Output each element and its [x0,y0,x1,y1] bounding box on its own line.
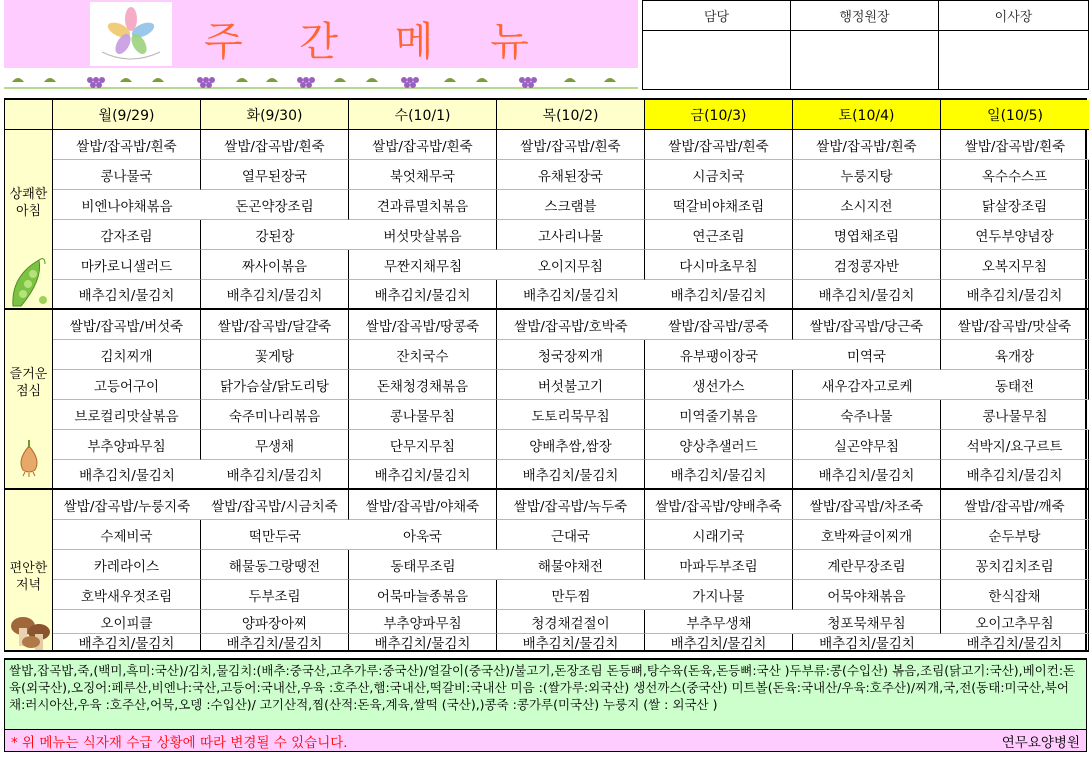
menu-cell: 카레라이스 [53,550,201,580]
menu-cell: 육개장 [941,340,1089,370]
menu-cell: 닭가슴살/닭도리탕 [201,370,349,400]
menu-cell: 배추김치/물김치 [793,460,941,490]
menu-cell: 쌀밥/잡곡밥/버섯죽 [53,310,201,340]
menu-cell: 쌀밥/잡곡밥/양배추죽 [645,490,793,520]
menu-cell: 근대국 [497,520,645,550]
menu-cell: 생선가스 [645,370,793,400]
day-header: 화(9/30) [201,100,349,130]
footer-bar [4,730,1087,752]
menu-cell: 부추양파무침 [53,430,201,460]
pea-pod-icon [9,254,49,310]
menu-cell: 유부팽이장국 [645,340,793,370]
menu-cell: 해물야채전 [497,550,645,580]
day-header: 일(10/5) [941,100,1089,130]
menu-cell: 오이피클 [53,610,201,634]
menu-cell: 꽁치김치조림 [941,550,1089,580]
menu-cell: 콩나물무침 [349,400,497,430]
menu-cell: 계란무장조림 [793,550,941,580]
menu-cell: 콩나물무침 [941,400,1089,430]
menu-cell: 쌀밥/잡곡밥/호박죽 [497,310,645,340]
approval-label-staff: 담당 [643,1,791,31]
day-header: 목(10/2) [497,100,645,130]
menu-cell: 배추김치/물김치 [53,460,201,490]
menu-cell: 석박지/요구르트 [941,430,1089,460]
menu-cell: 배추김치/물김치 [941,634,1089,652]
meal-label-line: 아침 [15,204,42,219]
menu-cell: 쌀밥/잡곡밥/흰죽 [53,130,201,160]
menu-cell: 쌀밥/잡곡밥/흰죽 [793,130,941,160]
menu-cell: 미역줄기볶음 [645,400,793,430]
menu-cell: 쌀밥/잡곡밥/맛살죽 [941,310,1089,340]
menu-cell: 배추김치/물김치 [349,460,497,490]
menu-cell: 순두부탕 [941,520,1089,550]
menu-cell: 배추김치/물김치 [941,280,1089,310]
menu-cell: 떡갈비야채조림 [645,190,793,220]
menu-cell: 닭살장조림 [941,190,1089,220]
menu-cell: 부추무생채 [645,610,793,634]
menu-cell: 짜사이볶음 [201,250,349,280]
hospital-logo [90,2,172,66]
menu-cell: 명엽채조림 [793,220,941,250]
day-header: 수(10/1) [349,100,497,130]
menu-cell: 쌀밥/잡곡밥/누룽지죽 [53,490,201,520]
menu-cell: 실곤약무침 [793,430,941,460]
menu-cell: 양파장아찌 [201,610,349,634]
table-corner [5,100,53,130]
menu-cell: 연두부양념장 [941,220,1089,250]
approval-sign-staff [643,31,791,89]
menu-cell: 옥수수스프 [941,160,1089,190]
hospital-name: 연무요양병원 [1001,734,1080,751]
meal-label [5,490,53,652]
menu-cell: 수제비국 [53,520,201,550]
ingredient-origin-info: 쌀밥,잡곡밥,죽,(백미,흑미:국산)/김치,물김치:(배추:중국산,고추가루:중국산)/얼갈이(중국산)/불고기,돈장조림 돈등뼈,탕수육(돈육,돈등뼈:국산 )두부류:콩(수입산) 볶음,조림(닭고기:국산),베이컨:돈육(외국산),오징어:페루산,비엔나:국산,고등어:국내산,우육 :호주산,햄:국내산,떡갈비:국내산 미음 :(쌀가루:외국산) 생선까스(중국산) 미트볼(돈육:국내산/우육:호주산)/찌개,국,전(동태:미국산,북어채:러시아산,우육 :호주산,어묵,오뎅 :수입산)/ 고기산적,찜(산적:돈육,계육,쌀떡 (국산),)콩죽 :콩가루(미국산) 누룽지 (쌀 : 외국산 ) [4,658,1087,730]
menu-cell: 가지나물 [645,580,793,610]
menu-cell: 다시마초무침 [645,250,793,280]
menu-cell: 쌀밥/잡곡밥/땅콩죽 [349,310,497,340]
menu-cell: 쌀밥/잡곡밥/녹두죽 [497,490,645,520]
menu-cell: 쌀밥/잡곡밥/흰죽 [201,130,349,160]
menu-cell: 배추김치/물김치 [201,460,349,490]
menu-cell: 쌀밥/잡곡밥/흰죽 [497,130,645,160]
approval-label-director: 행정원장 [791,1,939,31]
menu-cell: 쌀밥/잡곡밥/깨죽 [941,490,1089,520]
menu-cell: 청경채겉절이 [497,610,645,634]
menu-cell: 브로컬리맛살볶음 [53,400,201,430]
menu-cell: 열무된장국 [201,160,349,190]
menu-cell: 동태무조림 [349,550,497,580]
mushroom-icon [9,608,53,652]
menu-cell: 배추김치/물김치 [201,280,349,310]
menu-cell: 시금치국 [645,160,793,190]
meal-label [5,310,53,490]
menu-cell: 고등어구이 [53,370,201,400]
menu-cell: 호박새우젓조림 [53,580,201,610]
menu-cell: 버섯맛살볶음 [349,220,497,250]
menu-cell: 쌀밥/잡곡밥/당근죽 [793,310,941,340]
menu-cell: 쌀밥/잡곡밥/흰죽 [349,130,497,160]
menu-cell: 배추김치/물김치 [645,280,793,310]
menu-cell: 두부조림 [201,580,349,610]
menu-cell: 돈곤약장조림 [201,190,349,220]
menu-cell: 한식잡채 [941,580,1089,610]
menu-cell: 오이고추무침 [941,610,1089,634]
day-header: 금(10/3) [645,100,793,130]
menu-cell: 감자조림 [53,220,201,250]
menu-cell: 배추김치/물김치 [497,460,645,490]
approval-signature-box [642,0,1089,90]
menu-cell: 쌀밥/잡곡밥/콩죽 [645,310,793,340]
menu-cell: 무짠지채무침 [349,250,497,280]
menu-cell: 청국장찌개 [497,340,645,370]
menu-cell: 꽃게탕 [201,340,349,370]
menu-cell: 양상추샐러드 [645,430,793,460]
menu-cell: 누룽지탕 [793,160,941,190]
meal-label-line: 점심 [15,384,42,399]
menu-cell: 배추김치/물김치 [349,280,497,310]
page-title: 주 간 메 뉴 [204,19,551,65]
menu-cell: 콩나물국 [53,160,201,190]
menu-cell: 시래기국 [645,520,793,550]
menu-cell: 만두찜 [497,580,645,610]
menu-cell: 김치찌개 [53,340,201,370]
menu-cell: 북엇채무국 [349,160,497,190]
approval-sign-director [791,31,939,89]
menu-cell: 오복지무침 [941,250,1089,280]
menu-cell: 고사리나물 [497,220,645,250]
onion-icon [9,438,49,483]
menu-cell: 배추김치/물김치 [53,634,201,652]
header-banner [4,0,638,68]
menu-cell: 스크램블 [497,190,645,220]
menu-cell: 배추김치/물김치 [497,280,645,310]
meal-label-line: 편안한 [9,561,48,576]
menu-cell: 배추김치/물김치 [201,634,349,652]
change-notice: * 위 메뉴는 식자재 수급 상황에 따라 변경될 수 있습니다. [11,734,348,751]
menu-cell: 배추김치/물김치 [793,634,941,652]
menu-cell: 숙주미나리볶음 [201,400,349,430]
menu-cell: 소시지전 [793,190,941,220]
menu-cell: 비엔나야채볶음 [53,190,201,220]
menu-cell: 숙주나물 [793,400,941,430]
menu-cell: 배추김치/물김치 [349,634,497,652]
menu-cell: 배추김치/물김치 [497,634,645,652]
flower-logo-icon [90,2,172,66]
day-header: 월(9/29) [53,100,201,130]
menu-cell: 검정콩자반 [793,250,941,280]
menu-cell: 배추김치/물김치 [53,280,201,310]
menu-cell: 배추김치/물김치 [645,634,793,652]
menu-cell: 마파두부조림 [645,550,793,580]
menu-cell: 새우감자고로케 [793,370,941,400]
menu-cell: 오이지무침 [497,250,645,280]
menu-cell: 해물동그랑땡전 [201,550,349,580]
day-header: 토(10/4) [793,100,941,130]
weekly-menu-table [4,98,1087,652]
menu-cell: 쌀밥/잡곡밥/차조죽 [793,490,941,520]
menu-cell: 양배추쌈,쌈장 [497,430,645,460]
menu-cell: 단무지무침 [349,430,497,460]
menu-cell: 돈채청경채볶음 [349,370,497,400]
menu-cell: 쌀밥/잡곡밥/달걀죽 [201,310,349,340]
menu-cell: 버섯불고기 [497,370,645,400]
menu-cell: 도토리묵무침 [497,400,645,430]
meal-label [5,130,53,310]
menu-cell: 배추김치/물김치 [941,460,1089,490]
menu-cell: 쌀밥/잡곡밥/흰죽 [645,130,793,160]
menu-cell: 잔치국수 [349,340,497,370]
grape-vine-decoration [4,68,638,94]
menu-cell: 청포묵채무침 [793,610,941,634]
menu-cell: 동태전 [941,370,1089,400]
menu-cell: 어묵야채볶음 [793,580,941,610]
menu-cell: 호박짜글이찌개 [793,520,941,550]
approval-sign-chairman [939,31,1088,89]
menu-cell: 견과류멸치볶음 [349,190,497,220]
menu-cell: 강된장 [201,220,349,250]
menu-cell: 마카로니샐러드 [53,250,201,280]
menu-cell: 쌀밥/잡곡밥/시금치죽 [201,490,349,520]
meal-label-line: 즐거운 [9,367,48,382]
menu-cell: 쌀밥/잡곡밥/야채죽 [349,490,497,520]
menu-cell: 유채된장국 [497,160,645,190]
menu-cell: 어묵마늘종볶음 [349,580,497,610]
approval-label-chairman: 이사장 [939,1,1088,31]
menu-cell: 연근조림 [645,220,793,250]
menu-cell: 미역국 [793,340,941,370]
menu-cell: 배추김치/물김치 [793,280,941,310]
menu-cell: 배추김치/물김치 [645,460,793,490]
menu-cell: 무생채 [201,430,349,460]
menu-cell: 아욱국 [349,520,497,550]
meal-label-line: 저녁 [15,578,42,593]
menu-cell: 쌀밥/잡곡밥/흰죽 [941,130,1089,160]
menu-cell: 부추양파무침 [349,610,497,634]
meal-label-line: 상쾌한 [9,187,48,202]
menu-cell: 떡만두국 [201,520,349,550]
